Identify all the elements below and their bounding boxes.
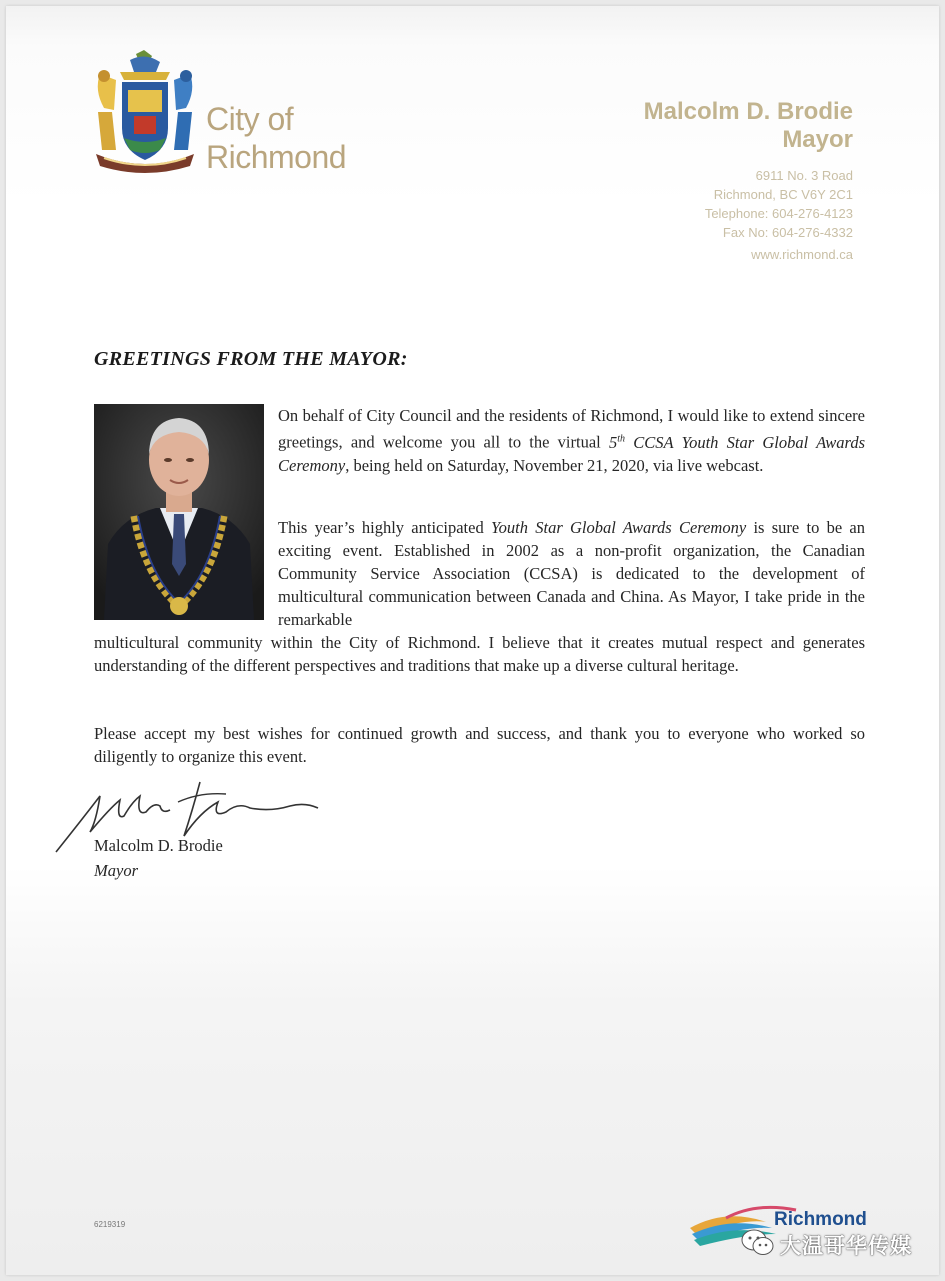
address-line2: Richmond, BC V6Y 2C1 [713, 187, 853, 202]
website-link[interactable]: www.richmond.ca [751, 247, 853, 262]
mayor-portrait-photo [94, 404, 264, 620]
p1-text-a: On behalf of City Council and the residents of Richmond, I would like to extend sincere greetings, and welcome you all to the virtual [278, 406, 865, 452]
city-crest-logo [90, 50, 200, 180]
wechat-icon [741, 1228, 775, 1258]
p2-text-a: This year’s highly anticipated [278, 518, 491, 537]
letter-page [6, 6, 939, 1275]
p2-event-name: Youth Star Global Awards Ceremony [490, 518, 747, 537]
paragraph-welcome [278, 404, 865, 477]
telephone: Telephone: 604-276-4123 [704, 206, 853, 221]
mayor-title: Mayor [782, 126, 853, 153]
city-name-line2: Richmond [206, 139, 347, 175]
p1-ordinal-suffix: th [617, 433, 625, 444]
fax: Fax No: 604-276-4332 [722, 225, 853, 240]
paragraph-ccsa [278, 516, 865, 631]
mayor-header [644, 98, 853, 154]
address-line1: 6911 No. 3 Road [755, 168, 853, 183]
city-name-line1: City of [206, 101, 294, 137]
p2-text-b: is sure to be an exciting event. Established in 2002 as a non-profit organization, the Canadian Community Service Association (CCSA) is dedicated to the development of multicultural communication between Canada and China. As Mayor, I take pride in the remarkable [278, 518, 865, 629]
richmond-logo-text: Richmond [774, 1209, 867, 1230]
p1-text-b: , being held on Saturday, November 21, 2020, via live webcast. [345, 455, 764, 475]
watermark-text: 大温哥华传媒 [780, 1234, 912, 1258]
contact-block [705, 166, 853, 264]
paragraph-closing: Please accept my best wishes for continued growth and success, and thank you to everyone who worked so diligently to organize this event. [94, 724, 865, 766]
city-name [206, 100, 346, 176]
signer-title: Mayor [94, 861, 138, 880]
paragraph-ccsa-continued: multicultural community within the City of Richmond. I believe that it creates mutual respect and generates understanding of the different perspectives and traditions that make up a diverse cultural heritage. [94, 633, 865, 675]
signer-name: Malcolm D. Brodie [94, 836, 223, 855]
greeting-heading: GREETINGS FROM THE MAYOR: [94, 348, 408, 370]
p1-event-title: CCSA Youth Star Global Awards Ceremony [278, 432, 866, 475]
p1-event-number: 5 [608, 432, 618, 452]
document-code: 6219319 [94, 1220, 126, 1229]
mayor-name: Malcolm D. Brodie [643, 98, 853, 125]
